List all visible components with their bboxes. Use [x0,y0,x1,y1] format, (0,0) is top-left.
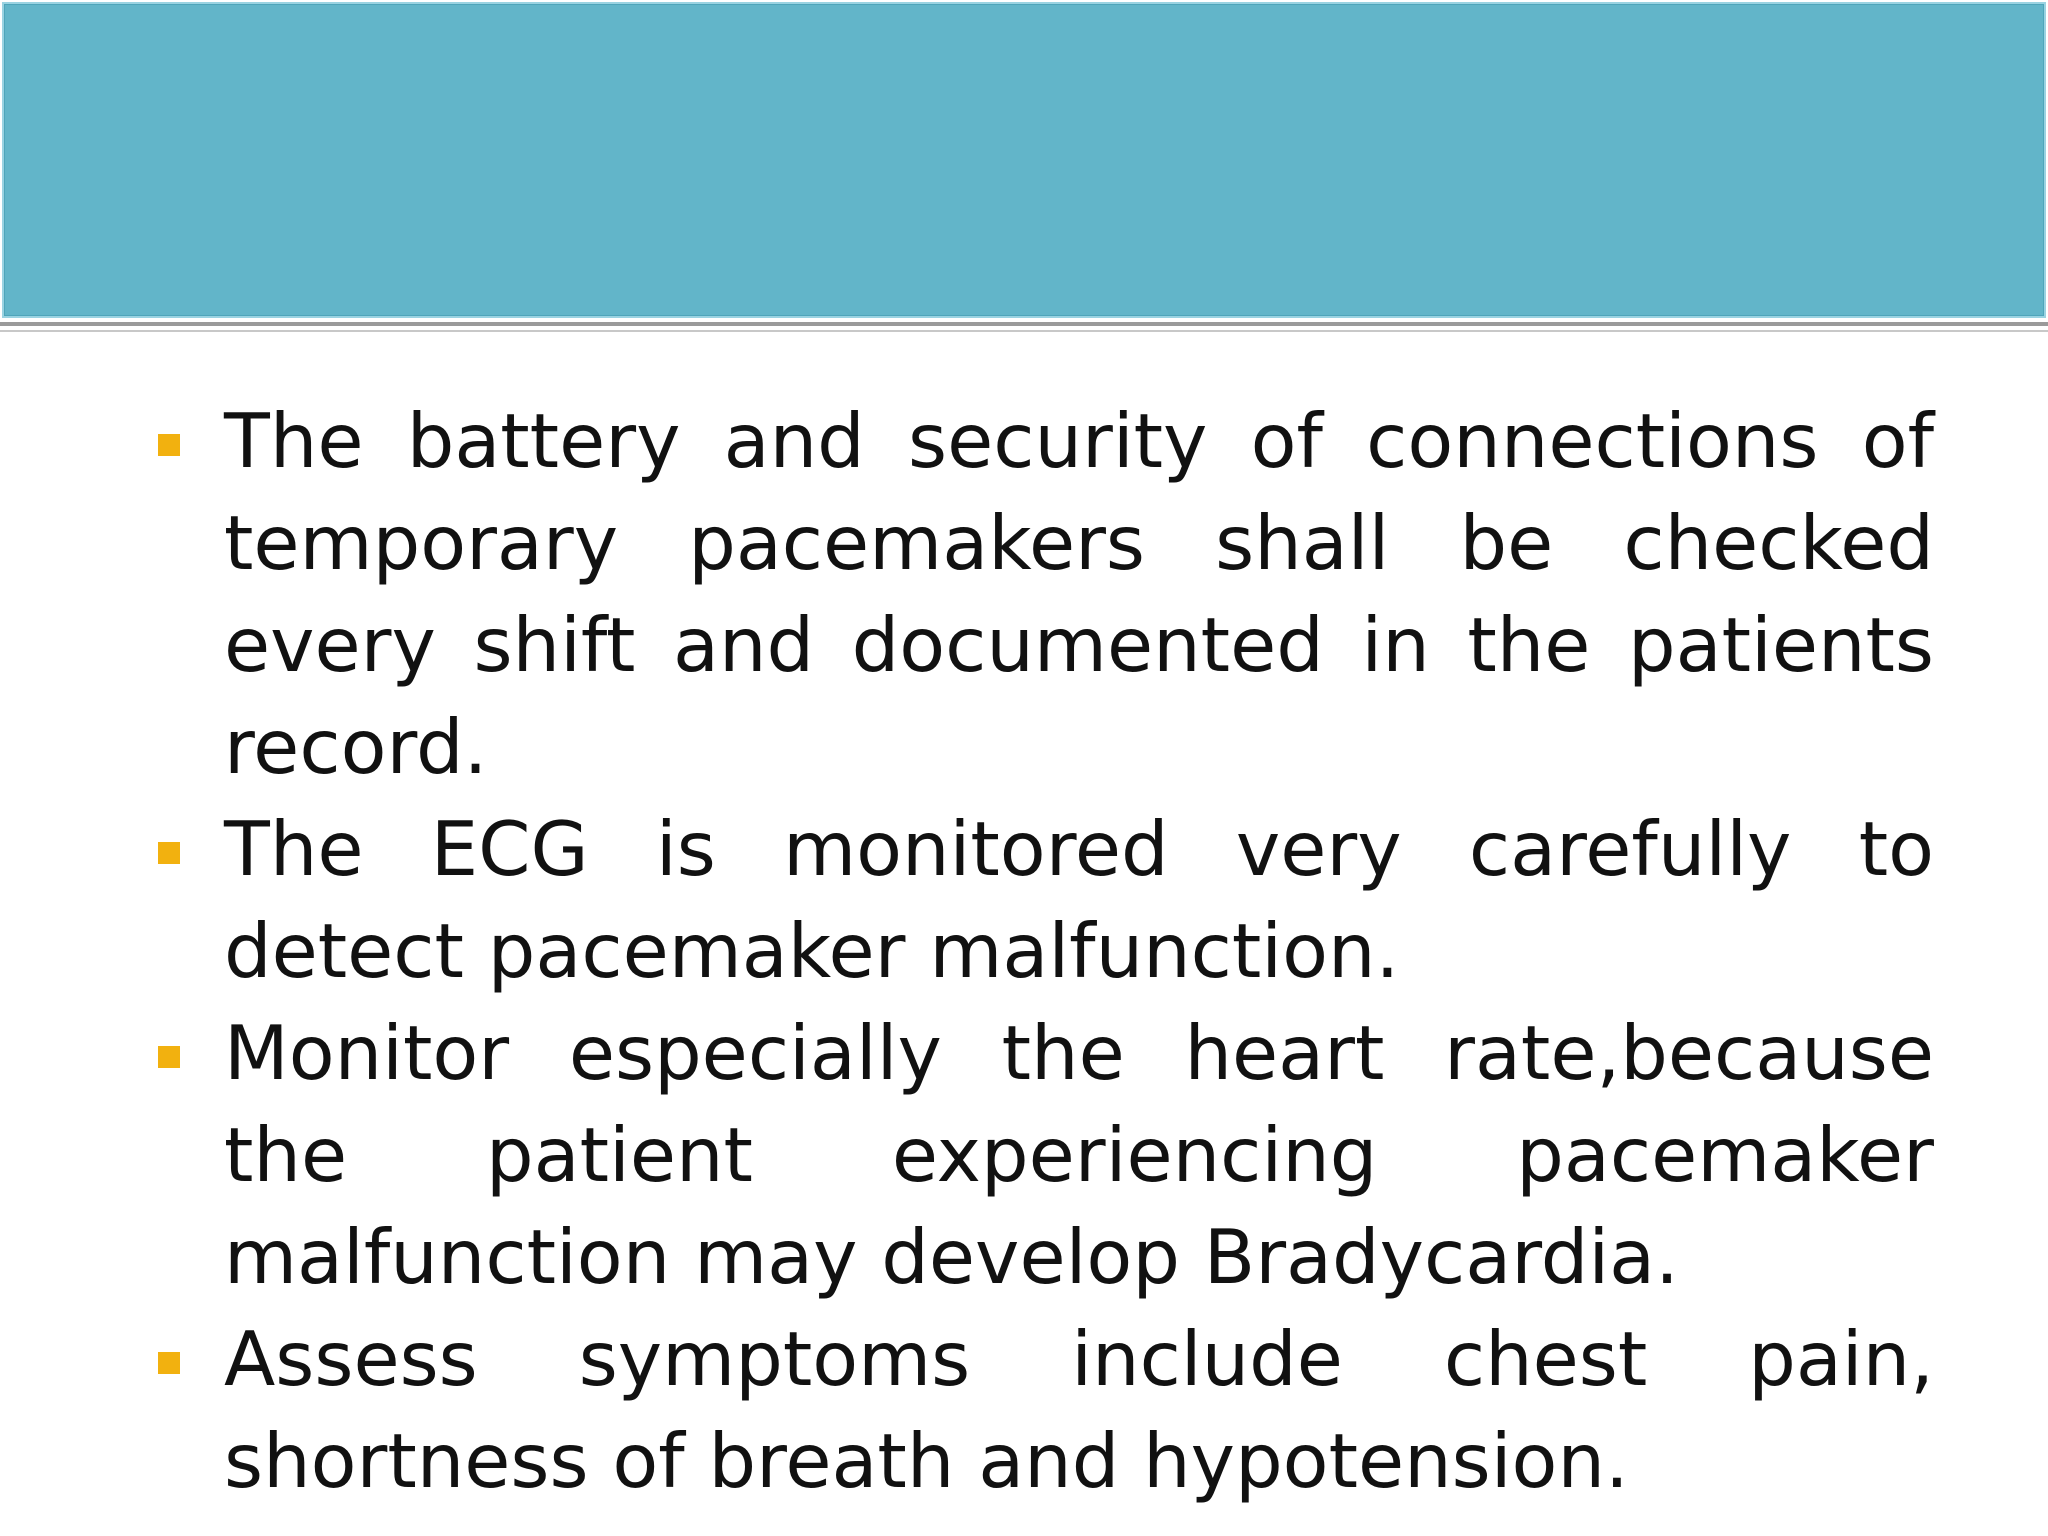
title-divider-line [0,322,2048,326]
title-divider-line-secondary [0,330,2048,332]
bullet-item [150,1308,1934,1512]
square-bullet-icon [158,842,180,864]
bullet-item [150,1002,1934,1308]
bullet-item [150,798,1934,1002]
slide-content [150,390,1934,1512]
square-bullet-icon [158,434,180,456]
bullet-text: The ECG is monitored very carefully to detect pacemaker malfunction. [224,805,1934,995]
square-bullet-icon [158,1046,180,1068]
bullet-text: Assess symptoms include chest pain, shortness of breath and hypotension. [224,1315,1934,1505]
bullet-text: Monitor especially the heart rate,because the patient experiencing pacemaker malfunction may develop Bradycardia. [224,1009,1934,1301]
bullet-item [150,390,1934,798]
square-bullet-icon [158,1352,180,1374]
slide-title-bar [2,2,2046,318]
bullet-text: The battery and security of connections of temporary pacemakers shall be checked every shift and documented in the patients record. [224,397,1934,791]
bullet-list [150,390,1934,1512]
